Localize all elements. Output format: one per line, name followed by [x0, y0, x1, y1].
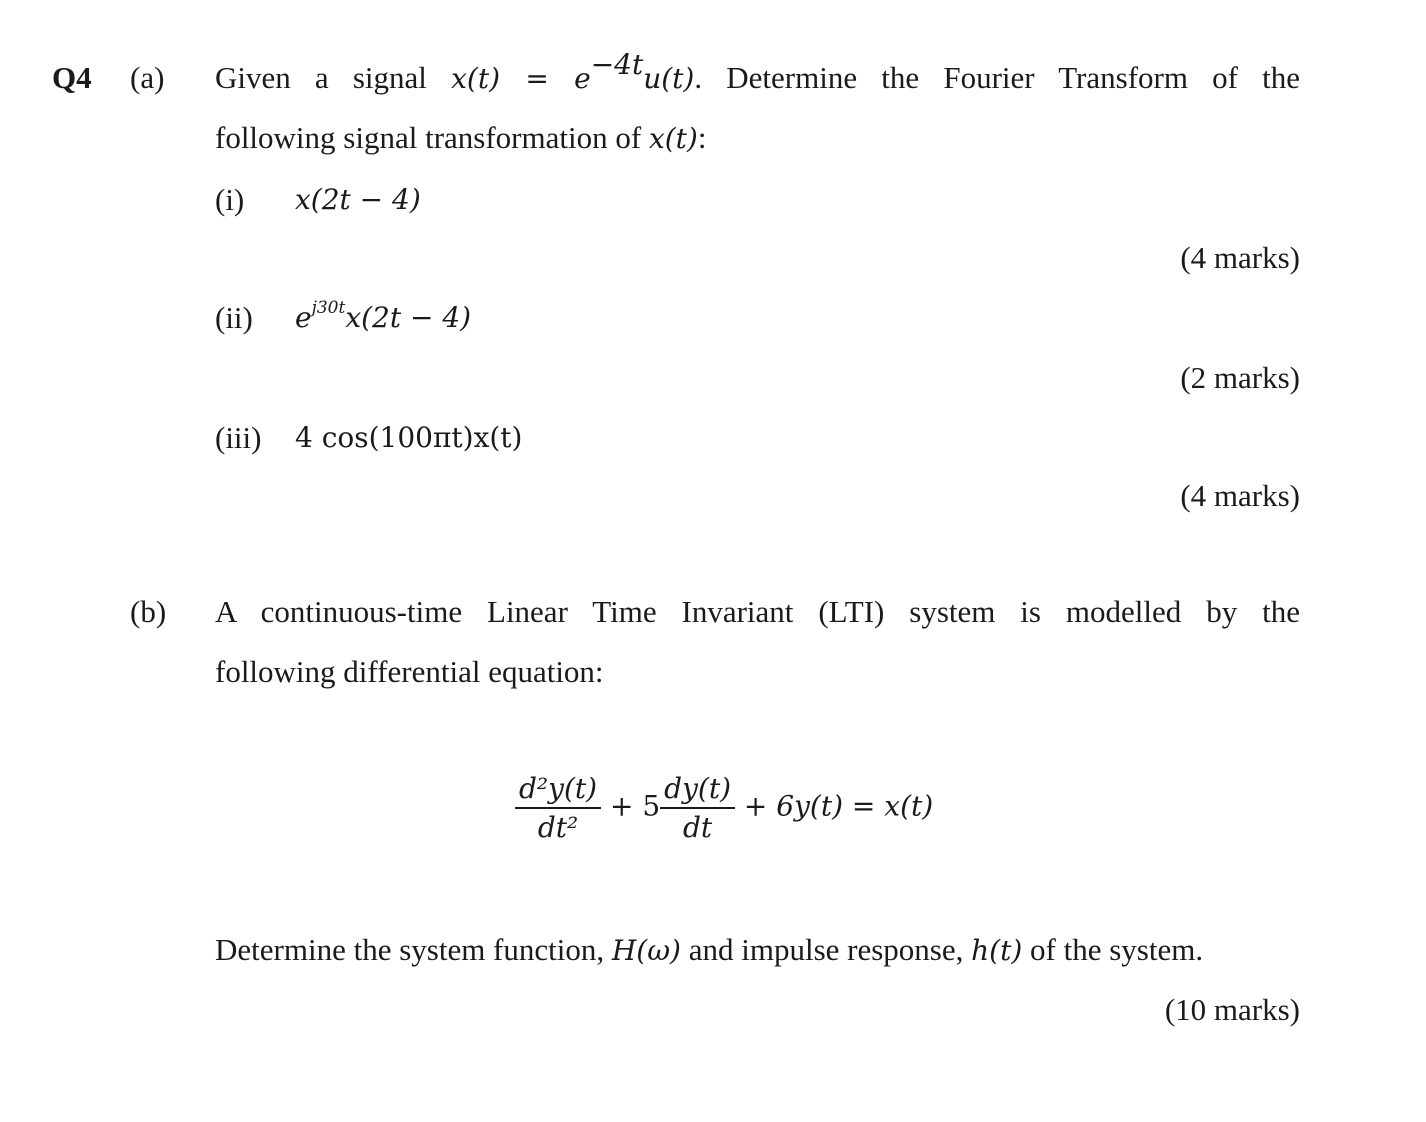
item-i-marks: (4 marks)	[1180, 240, 1300, 275]
part-b-marks: (10 marks)	[1164, 992, 1300, 1027]
item-i-expr: x(2t − 4)	[295, 183, 421, 216]
part-a-label: (a)	[130, 60, 165, 95]
differential-equation: $\frac{\text{d²y(t)}}{\text{dt²}}$ + 5 $\frac{dy(t)}{dt}$ + 6y(t) = x(t)	[515, 772, 933, 844]
item-iii-label: (iii)	[215, 420, 262, 455]
part-a-intro: Given a signal $x(t) = e^{-4t}u(t)$. Determine the Fourier Transform of the	[215, 48, 1300, 95]
item-ii-label: (ii)	[215, 300, 253, 335]
part-a-intro-line2: following signal transformation of x(t):	[215, 120, 707, 155]
part-b-line2: following differential equation:	[215, 654, 604, 689]
item-ii-expr: $e^{j30t}x(2t - 4)$	[295, 298, 472, 334]
item-iii-expr: 4 cos(100πt)x(t)	[295, 421, 523, 454]
question-number: Q4	[52, 60, 92, 95]
item-i-label: (i)	[215, 182, 245, 217]
item-ii-marks: (2 marks)	[1180, 360, 1300, 395]
part-b-line1: A continuous-time Linear Time Invariant (LTI) system is modelled by the	[215, 594, 1300, 629]
fraction-first-derivative: $\frac{dy(t)}{dt}$	[660, 772, 735, 844]
part-b-task: Determine the system function, H(ω) and impulse response, h(t) of the system.	[215, 932, 1204, 967]
part-b-label: (b)	[130, 594, 167, 629]
item-iii-marks: (4 marks)	[1180, 478, 1300, 513]
fraction-second-derivative: $\frac{\text{d²y(t)}}{\text{dt²}}$	[515, 772, 601, 844]
